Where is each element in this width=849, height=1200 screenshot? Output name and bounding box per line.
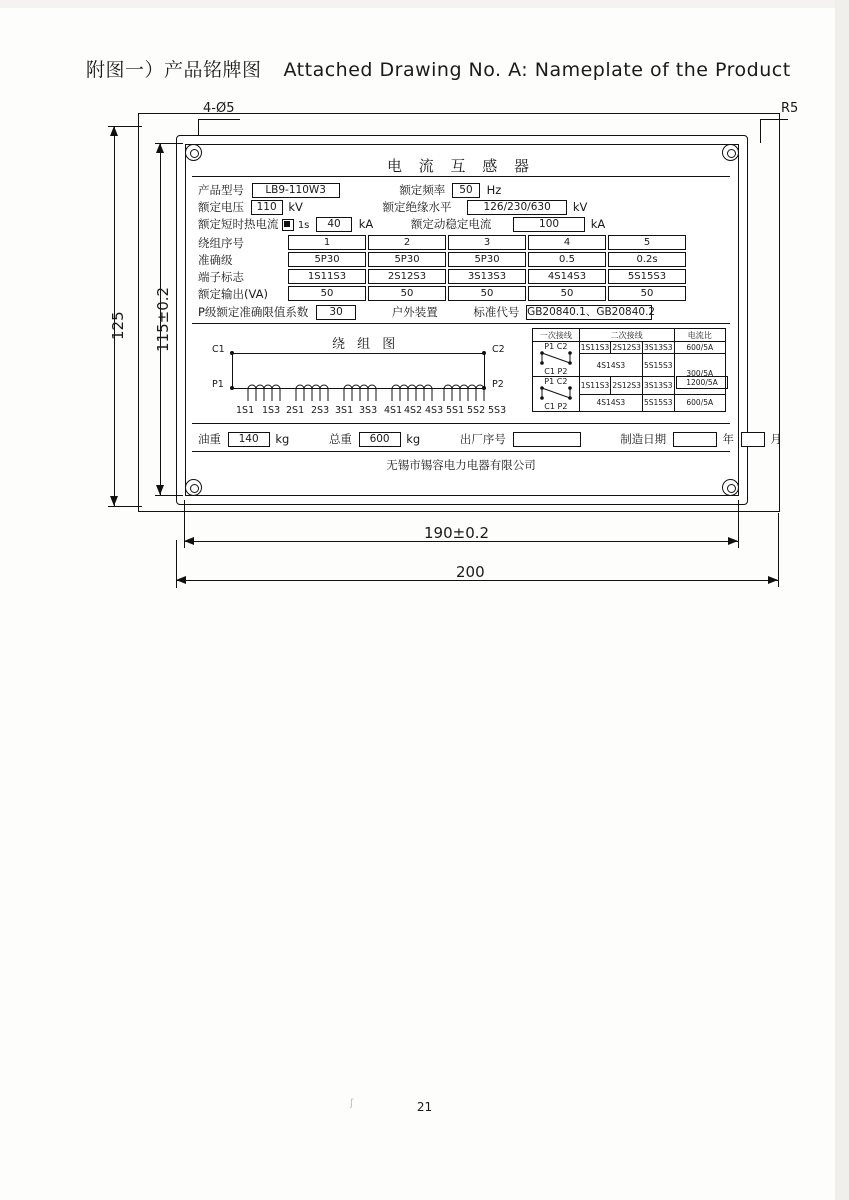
- insulation-value: 126/230/630: [467, 200, 567, 215]
- dynamic-value: 100: [513, 217, 585, 232]
- page-title-en: Attached Drawing No. A: Nameplate of the Product: [283, 59, 791, 81]
- connection-secondary-cell: 4S14S3: [579, 394, 642, 412]
- company-name: 无锡市锡容电力电器有限公司: [386, 458, 536, 472]
- accuracy-class-label: 准确级: [198, 253, 233, 267]
- model-value: LB9-110W3: [252, 183, 340, 198]
- terminal-label: 3S3: [359, 405, 378, 416]
- connection-secondary-cell: 2S12S3: [611, 377, 643, 395]
- terminal-label: 4S1: [384, 405, 403, 416]
- standard-value: GB20840.1、GB20840.2: [527, 306, 656, 318]
- terminal-P2: P2: [492, 379, 504, 390]
- terminal-label: 1S3: [262, 405, 281, 416]
- grid-cell: 4: [528, 235, 606, 250]
- grid-cell: 3: [448, 235, 526, 250]
- grid-cell: 50: [528, 286, 606, 301]
- page-title-cn: 附图一）产品铭牌图: [86, 59, 262, 81]
- connection-secondary-cell: 1S11S3: [580, 343, 610, 352]
- connection-primary-label-4: C1 P2: [544, 402, 568, 411]
- model-label: 产品型号: [198, 183, 244, 197]
- grid-cell: 4S14S3: [528, 269, 606, 284]
- connection-ratio-cell: 600/5A: [674, 342, 725, 354]
- grid-cell: 5P30: [448, 252, 526, 267]
- dim-label-115: 115±0.2: [154, 286, 172, 352]
- terminal-label: 2S1: [286, 405, 305, 416]
- dim-label-200: 200: [456, 563, 485, 581]
- terminal-label: 4S2: [404, 405, 423, 416]
- dim-label-125: 125: [109, 311, 127, 340]
- coefficient-value: 30: [316, 305, 356, 320]
- hole-annotation: 4-Ø5: [203, 101, 235, 116]
- outdoor-label: 户外装置: [391, 305, 438, 319]
- connection-secondary-cell: 4S14S3: [579, 354, 642, 377]
- grid-cell: 0.5: [528, 252, 606, 267]
- connection-secondary-cell: 3S13S3: [643, 343, 673, 352]
- connection-ratio-cell: 300/5A: [674, 354, 725, 395]
- connection-ratio-extra: 1200/5A: [676, 376, 728, 389]
- terminal-C1: C1: [212, 344, 225, 355]
- connection-primary-label-3: P1 C2: [544, 377, 568, 386]
- voltage-unit: kV: [288, 200, 303, 214]
- grid-cell: 5S15S3: [608, 269, 686, 284]
- thermal-unit: kA: [358, 217, 374, 231]
- terminal-label: 5S2: [467, 405, 486, 416]
- scan-artifact: ʃ: [350, 1098, 354, 1109]
- page-number: 21: [416, 1100, 433, 1114]
- grid-cell: 1S11S3: [288, 269, 366, 284]
- insulation-unit: kV: [572, 200, 588, 214]
- total-weight-unit: kg: [406, 432, 421, 446]
- grid-cell: 1: [288, 235, 366, 250]
- oil-weight-label: 油重: [198, 432, 221, 446]
- grid-cell: 50: [368, 286, 446, 301]
- terminal-P1: P1: [212, 379, 224, 390]
- oil-weight-value: 140: [228, 432, 270, 447]
- winding-no-label: 绕组序号: [198, 236, 244, 250]
- radius-annotation: R5: [781, 101, 799, 116]
- connection-secondary-cell: 5S15S3: [642, 354, 674, 377]
- frequency-value: 50: [452, 183, 480, 198]
- dynamic-label: 额定动稳定电流: [410, 217, 492, 231]
- serial-label: 出厂序号: [459, 432, 506, 446]
- connection-secondary-cell: 1S11S3: [579, 377, 611, 395]
- winding-diagram-title: 绕 组 图: [332, 337, 400, 352]
- thermal-value: 40: [316, 217, 352, 232]
- date-year-unit: 年: [722, 432, 734, 446]
- terminal-label: 5S3: [488, 405, 507, 416]
- connection-primary-label: P1 C2: [544, 342, 568, 351]
- total-weight-label: 总重: [328, 432, 352, 446]
- thermal-label: 额定短时热电流: [198, 217, 279, 231]
- connection-table-header-secondary: 二次接线: [579, 329, 674, 342]
- oil-weight-unit: kg: [275, 432, 290, 446]
- terminal-label: 3S1: [335, 405, 354, 416]
- dim-label-190: 190±0.2: [424, 524, 490, 542]
- grid-cell: 5P30: [288, 252, 366, 267]
- insulation-label: 额定绝缘水平: [382, 200, 452, 214]
- voltage-label: 额定电压: [198, 200, 244, 214]
- grid-cell: 5: [608, 235, 686, 250]
- frequency-label: 额定频率: [399, 183, 446, 197]
- grid-cell: 0.2s: [608, 252, 686, 267]
- date-label: 制造日期: [620, 432, 667, 446]
- coefficient-label: P级额定准确限值系数: [198, 305, 309, 319]
- date-month-unit: 月: [770, 432, 782, 446]
- nameplate-heading: 电 流 互 感 器: [386, 157, 536, 175]
- connection-table-header-primary: 一次接线: [533, 329, 580, 342]
- dynamic-unit: kA: [590, 217, 606, 231]
- standard-label: 标准代号: [473, 305, 520, 319]
- total-weight-value: 600: [359, 432, 401, 447]
- grid-cell: 50: [448, 286, 526, 301]
- grid-cell: 5P30: [368, 252, 446, 267]
- connection-primary-label-2: C1 P2: [544, 367, 568, 376]
- terminal-label: 1S1: [236, 405, 255, 416]
- rated-output-label: 额定输出(VA): [198, 287, 268, 301]
- grid-cell: 2S12S3: [368, 269, 446, 284]
- frequency-unit: Hz: [486, 183, 502, 197]
- connection-secondary-cell: 3S13S3: [642, 377, 674, 395]
- grid-cell: 50: [608, 286, 686, 301]
- grid-cell: 3S13S3: [448, 269, 526, 284]
- terminal-C2: C2: [492, 344, 505, 355]
- connection-secondary-cell: 2S12S3: [612, 343, 641, 352]
- connection-table-header-ratio: 电流比: [674, 329, 725, 342]
- terminal-mark-label: 端子标志: [198, 270, 244, 284]
- voltage-value: 110: [251, 200, 283, 215]
- grid-cell: 2: [368, 235, 446, 250]
- connection-secondary-cell: 5S15S3: [642, 394, 674, 412]
- connection-ratio-cell: 600/5A: [674, 394, 725, 412]
- thermal-check-label: 1s: [297, 220, 310, 231]
- terminal-label: 5S1: [446, 405, 465, 416]
- grid-cell: 50: [288, 286, 366, 301]
- terminal-label: 4S3: [425, 405, 444, 416]
- terminal-label: 2S3: [311, 405, 330, 416]
